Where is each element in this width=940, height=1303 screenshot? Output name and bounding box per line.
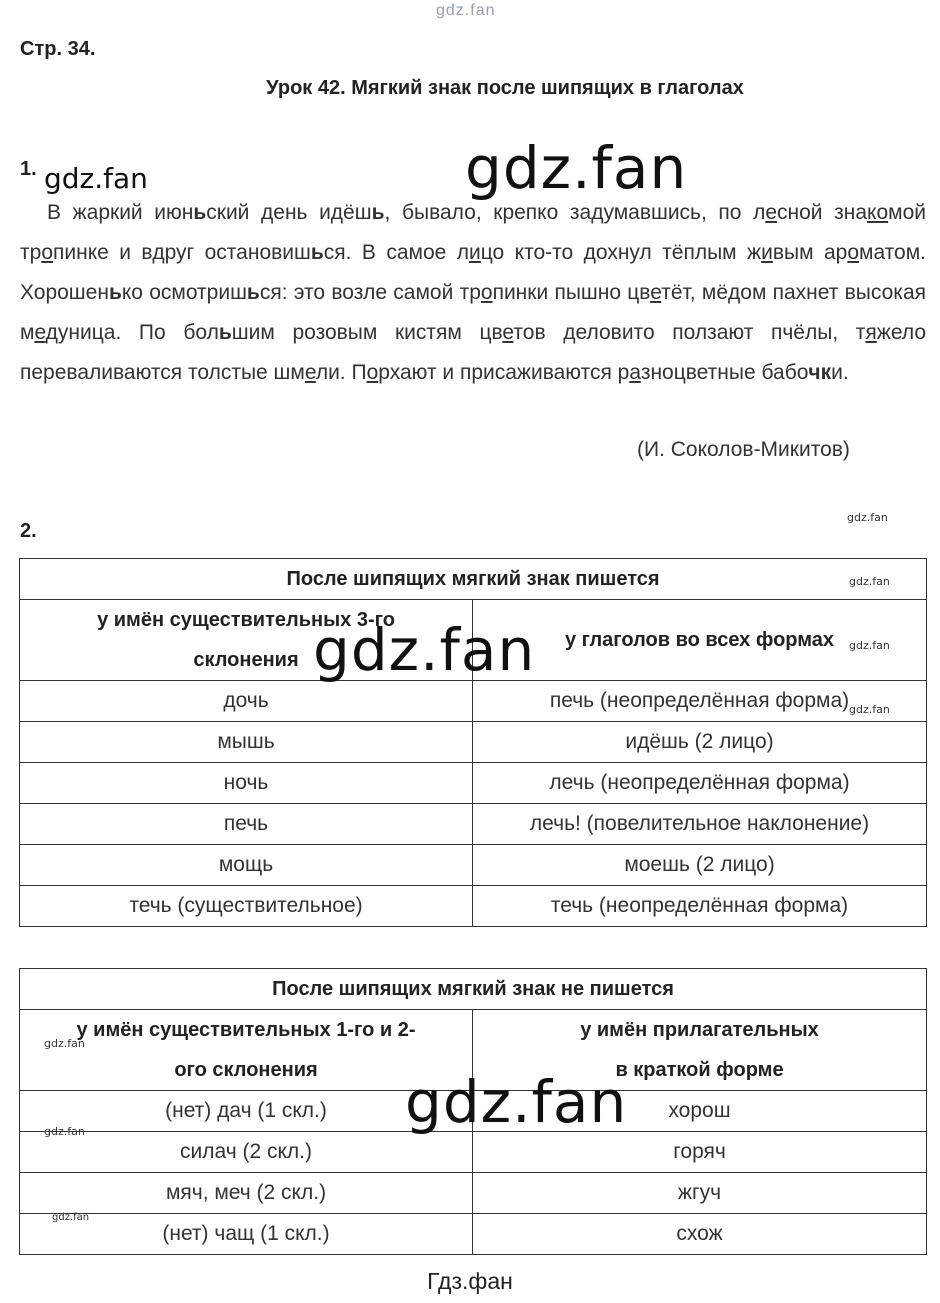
text-segment: , бывало, крепко задумавшись, по л: [384, 201, 766, 224]
text-segment: цо кто-то дохнул тёплым ж: [480, 241, 762, 264]
watermark-small: gdz.fan: [847, 511, 888, 524]
underlined-letter: о: [480, 281, 493, 304]
underlined-letter: и: [469, 241, 481, 264]
watermark-top: gdz.fan: [436, 2, 496, 19]
table-title: После шипящих мягкий знак не пишется: [20, 969, 927, 1010]
text-segment: шим розовым кистям цв: [231, 321, 503, 344]
bold-letter: чк: [808, 361, 832, 384]
text-segment: вым ар: [772, 241, 848, 264]
task-1-number: 1.: [20, 158, 37, 180]
table-row: [20, 845, 927, 886]
watermark-small: gdz.fan: [849, 639, 890, 652]
underlined-letter: ко: [867, 201, 889, 224]
column-header: у глаголов во всех формах: [473, 600, 927, 681]
text-segment: ко осмотриш: [121, 281, 247, 304]
table-cell: схож: [473, 1214, 927, 1255]
text-segment: ли. П: [315, 361, 367, 384]
task-2-number: 2.: [20, 520, 37, 542]
watermark-big: gdz.fan: [405, 1068, 628, 1136]
text-segment: В жаркий июн: [47, 201, 194, 224]
table-cell: печь (неопределённая форма): [473, 681, 927, 722]
table-cell: идёшь (2 лицо): [473, 722, 927, 763]
lesson-title: Урок 42. Мягкий знак после шипящих в глаголах: [266, 77, 744, 99]
underlined-letter: е: [765, 201, 778, 224]
underlined-letter: а: [629, 361, 641, 384]
text-segment: ся: это возле самой тр: [259, 281, 481, 304]
table-cell: течь (существительное): [20, 886, 473, 927]
table-cell: мяч, меч (2 скл.): [20, 1173, 473, 1214]
bold-letter: ь: [310, 241, 324, 264]
table-cell: мощь: [20, 845, 473, 886]
table-cell: силач (2 скл.): [20, 1132, 473, 1173]
page-number: Стр. 34.: [20, 38, 96, 60]
underlined-letter: е: [650, 281, 662, 304]
column-header: у имён существительных 3-го склонения: [20, 600, 473, 681]
text-segment: и.: [831, 361, 849, 384]
column-header: у имён прилагательных в краткой форме: [473, 1010, 927, 1091]
task-1-paragraph: [20, 193, 926, 393]
watermark-big: gdz.fan: [465, 134, 688, 202]
table-row: [20, 886, 927, 927]
text-segment: зноцветные бабо: [640, 361, 809, 384]
table-cell: течь (неопределённая форма): [473, 886, 927, 927]
underlined-letter: и: [761, 241, 773, 264]
underlined-letter: о: [847, 241, 859, 264]
table-cell: лечь (неопределённая форма): [473, 763, 927, 804]
underlined-letter: е: [502, 321, 514, 344]
table-soft-sign-written: [19, 558, 927, 927]
text-segment: матом. Хорошен: [20, 241, 926, 304]
table-cell: хорош: [473, 1091, 927, 1132]
watermark-mid: gdz.fan: [44, 162, 148, 195]
underlined-letter: о: [41, 241, 53, 264]
table-cell: жгуч: [473, 1173, 927, 1214]
watermark-small: gdz.fan: [52, 1212, 90, 1223]
bold-letter: ь: [193, 201, 207, 224]
underlined-letter: о: [366, 361, 379, 384]
text-segment: жело переваливаются толстые шм: [20, 321, 926, 384]
text-segment: тёт, мёдом пахнет высокая м: [20, 281, 926, 344]
table-row: [20, 763, 927, 804]
table-cell: моешь (2 лицо): [473, 845, 927, 886]
table-title: После шипящих мягкий знак пишется: [20, 559, 927, 600]
table-cell: горяч: [473, 1132, 927, 1173]
bold-letter: ь: [108, 281, 122, 304]
table-row: [20, 722, 927, 763]
table-row: [20, 804, 927, 845]
text-segment: рхают и присаживаются р: [378, 361, 630, 384]
underlined-letter: я: [865, 321, 877, 344]
text-segment: пинки пышно цв: [492, 281, 651, 304]
text-segment: мой тр: [20, 201, 926, 264]
table-row: [20, 1132, 927, 1173]
author-attribution: (И. Соколов-Микитов): [637, 438, 850, 461]
text-segment: дуница. По бол: [45, 321, 219, 344]
table-row: [20, 1214, 927, 1255]
table-row: [20, 1173, 927, 1214]
watermark-small: gdz.fan: [44, 1037, 85, 1050]
watermark-small: gdz.fan: [44, 1125, 85, 1138]
underlined-letter: е: [34, 321, 46, 344]
bold-letter: ь: [371, 201, 385, 224]
bold-letter: ь: [246, 281, 260, 304]
watermark-small: gdz.fan: [849, 575, 890, 588]
text-segment: сной зна: [777, 201, 868, 224]
text-segment: пинке и вдруг остановиш: [53, 241, 311, 264]
table-row: [20, 681, 927, 722]
column-header: у имён существительных 1-го и 2-ого склонения: [20, 1010, 473, 1091]
table-cell: (нет) дач (1 скл.): [20, 1091, 473, 1132]
text-segment: ся. В самое л: [323, 241, 470, 264]
table-cell: (нет) чащ (1 скл.): [20, 1214, 473, 1255]
text-segment: ский день идёш: [206, 201, 372, 224]
watermark-big: gdz.fan: [313, 616, 536, 684]
table-cell: печь: [20, 804, 473, 845]
footer-label: Гдз.фан: [427, 1268, 513, 1294]
underlined-letter: е: [304, 361, 316, 384]
text-segment: тов деловито ползают пчёлы, т: [513, 321, 866, 344]
table-cell: ночь: [20, 763, 473, 804]
table-cell: дочь: [20, 681, 473, 722]
table-cell: мышь: [20, 722, 473, 763]
watermark-small: gdz.fan: [849, 703, 890, 716]
bold-letter: ь: [218, 321, 232, 344]
table-cell: лечь! (повелительное наклонение): [473, 804, 927, 845]
